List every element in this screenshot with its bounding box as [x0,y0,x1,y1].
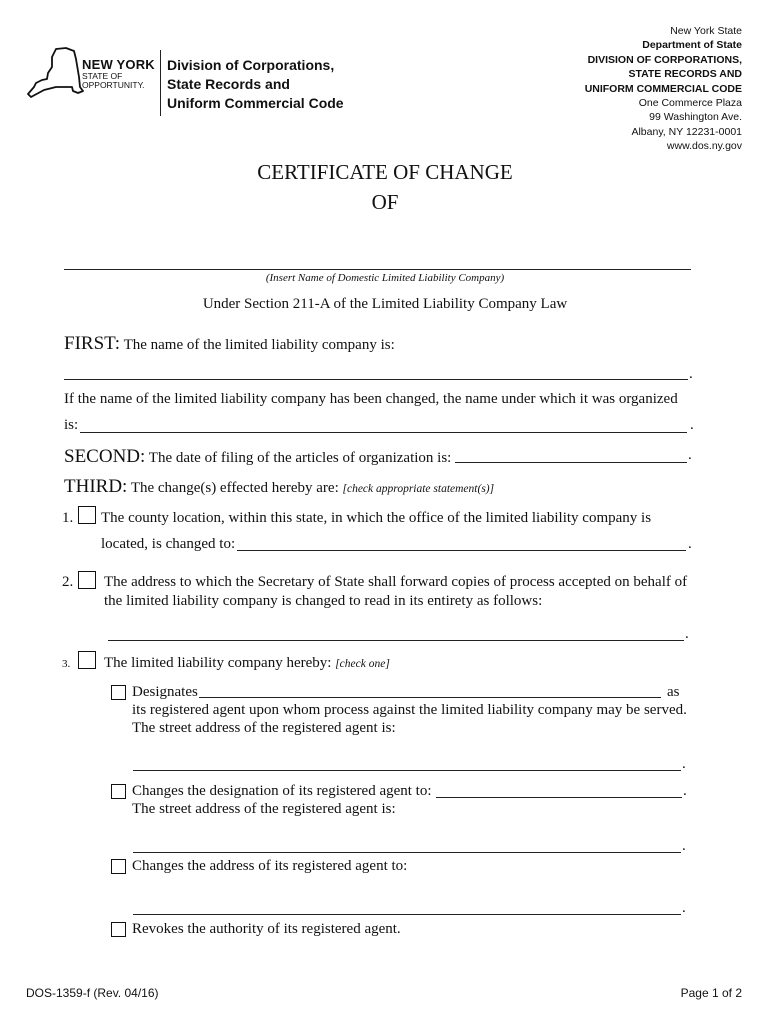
changes-designation-checkbox[interactable] [111,784,126,799]
address-line: STATE RECORDS AND [628,68,742,81]
county-field[interactable] [237,550,686,551]
changes-designation-text-2: The street address of the registered agent is: [132,801,396,817]
third-section [64,476,494,498]
address-line: One Commerce Plaza [638,97,742,110]
period: . [688,447,692,463]
item-3-section [104,655,390,672]
agency-name-line3: Uniform Commercial Code [167,95,344,111]
second-label: SECOND: [64,446,146,467]
second-section [64,446,451,468]
designates-text-3: The street address of the registered agent is: [132,720,396,736]
address-line: DIVISION OF CORPORATIONS, [587,53,742,66]
logo-opportunity: OPPORTUNITY. [82,80,145,90]
first-section [64,333,395,355]
item-3-text: The limited liability company hereby: [104,655,332,671]
item-1-text-2: located, is changed to: [101,536,236,552]
logo-divider [160,50,161,116]
item-1-number: 1. [62,510,74,526]
agent-new-address-field[interactable] [133,914,681,915]
third-text: The change(s) effected hereby are: [130,480,339,496]
item-3-checkbox[interactable] [78,651,96,669]
changes-designation-label: Changes the designation of its registered agent to: [132,783,432,799]
item-2-text: The address to which the Secretary of State shall forward copies of process accepted on behalf of [104,574,688,590]
first-label: FIRST: [64,333,121,354]
address-line: www.dos.ny.gov [666,140,742,153]
item-2-text-2: the limited liability company is changed to read in its entirety as follows: [104,593,543,609]
item-3-number: 3. [62,658,71,670]
logo-new-york: NEW YORK [82,57,155,72]
period: . [689,366,693,382]
third-note: [check appropriate statement(s)] [342,483,495,495]
process-address-field[interactable] [108,640,684,641]
period: . [683,783,687,799]
document-title: CERTIFICATE OF CHANGE [257,160,513,184]
original-name-field[interactable] [80,432,687,433]
period: . [688,536,692,552]
as-label: as [667,684,680,700]
llc-name-field[interactable] [64,379,688,380]
name-changed-text: If the name of the limited liability company has been changed, the name under which it was organized [64,391,678,407]
is-label: is: [64,417,79,433]
agency-name-line2: State Records and [167,76,290,92]
filing-date-field[interactable] [455,462,687,463]
new-agent-field[interactable] [436,797,682,798]
company-name-field[interactable] [64,269,691,270]
agent-street-address-field[interactable] [133,770,681,771]
period: . [682,900,686,916]
designates-label: Designates [132,684,198,700]
form-number: DOS-1359-f (Rev. 04/16) [26,986,159,1000]
agency-name-line1: Division of Corporations, [167,57,335,73]
item-1-checkbox[interactable] [78,506,96,524]
address-line: Department of State [642,39,742,52]
statute-reference: Under Section 211-A of the Limited Liability Company Law [202,296,568,312]
document-title-of: OF [371,190,399,214]
item-2-number: 2. [62,574,74,590]
new-agent-address-field[interactable] [133,852,681,853]
changes-address-label: Changes the address of its registered agent to: [132,858,408,874]
page-number: Page 1 of 2 [680,986,742,1000]
period: . [690,417,694,433]
logo-state-of: STATE OF [82,71,123,81]
item-2-checkbox[interactable] [78,571,96,589]
company-name-caption: (Insert Name of Domestic Limited Liability Company) [265,272,505,284]
designates-checkbox[interactable] [111,685,126,700]
period: . [682,756,686,772]
address-line: Albany, NY 12231-0001 [631,125,742,138]
first-text: The name of the limited liability company is: [123,337,395,353]
third-label: THIRD: [64,476,128,497]
second-text: The date of filing of the articles of organization is: [148,450,452,466]
item-1-text: The county location, within this state, in which the office of the limited liability company is [101,510,652,526]
new-york-state-map-icon [26,47,84,99]
department-address [585,24,742,154]
revokes-checkbox[interactable] [111,922,126,937]
period: . [682,838,686,854]
address-line: 99 Washington Ave. [649,111,742,124]
designates-text-2: its registered agent upon whom process against the limited liability company may be served. [132,702,687,718]
item-3-note: [check one] [335,658,390,670]
designated-agent-field[interactable] [199,697,661,698]
address-line: UNIFORM COMMERCIAL CODE [584,82,742,95]
period: . [685,626,689,642]
changes-address-checkbox[interactable] [111,859,126,874]
revokes-label: Revokes the authority of its registered agent. [132,921,401,937]
address-line: New York State [670,25,742,37]
